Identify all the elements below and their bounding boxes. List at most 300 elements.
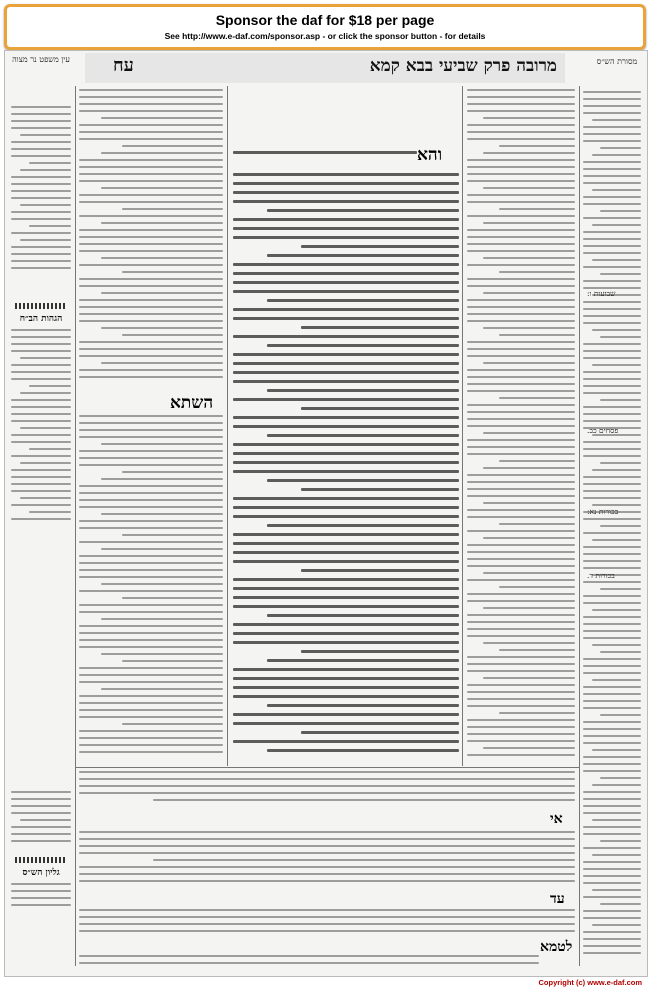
text-line — [101, 583, 223, 585]
text-line — [499, 649, 575, 651]
text-line — [583, 938, 641, 940]
text-line — [101, 187, 223, 189]
text-line — [233, 596, 459, 599]
text-line — [583, 420, 641, 422]
text-line — [301, 650, 459, 653]
gemara-text — [233, 173, 459, 761]
text-line — [20, 169, 71, 171]
text-line — [467, 425, 575, 427]
text-line — [11, 378, 71, 380]
divider-right — [579, 86, 580, 966]
text-line — [583, 728, 641, 730]
text-line — [483, 292, 575, 294]
text-line — [233, 713, 459, 716]
text-line — [233, 533, 459, 536]
text-line — [583, 665, 641, 667]
text-line — [483, 152, 575, 154]
text-line — [79, 778, 575, 780]
text-line — [79, 873, 575, 875]
text-line — [101, 117, 223, 119]
text-line — [11, 455, 71, 457]
text-line — [79, 285, 223, 287]
text-line — [467, 131, 575, 133]
text-line — [79, 866, 575, 868]
text-line — [79, 243, 223, 245]
text-line — [467, 348, 575, 350]
text-line — [233, 461, 459, 464]
text-line — [79, 89, 223, 91]
text-line — [79, 369, 223, 371]
text-line — [233, 182, 459, 185]
text-line — [583, 770, 641, 772]
text-line — [600, 525, 641, 527]
text-line — [233, 551, 459, 554]
text-line — [467, 691, 575, 693]
text-line — [79, 492, 223, 494]
gemara-lead-word: והא — [417, 145, 443, 165]
text-line — [233, 560, 459, 563]
text-line — [101, 548, 223, 550]
text-line — [11, 343, 71, 345]
text-line — [11, 232, 71, 234]
text-line — [79, 436, 223, 438]
text-line — [79, 852, 575, 854]
text-line — [499, 460, 575, 462]
text-line — [79, 681, 223, 683]
text-line — [11, 791, 71, 793]
text-line — [267, 659, 459, 662]
text-line — [267, 479, 459, 482]
text-line — [583, 252, 641, 254]
text-line — [267, 389, 459, 392]
text-line — [122, 334, 223, 336]
text-line — [583, 385, 641, 387]
text-line — [467, 474, 575, 476]
text-line — [499, 208, 575, 210]
text-line — [583, 378, 641, 380]
masoret-hashas-label: מסורת הש״ס — [596, 57, 638, 66]
text-line — [467, 124, 575, 126]
text-line — [11, 469, 71, 471]
text-line — [101, 152, 223, 154]
text-line — [467, 418, 575, 420]
text-line — [583, 693, 641, 695]
text-line — [79, 376, 223, 378]
text-line — [29, 385, 71, 387]
text-line — [467, 509, 575, 511]
text-line — [122, 271, 223, 273]
text-line — [29, 162, 71, 164]
text-line — [467, 110, 575, 112]
text-line — [79, 751, 223, 753]
text-line — [483, 117, 575, 119]
text-line — [267, 434, 459, 437]
text-line — [79, 236, 223, 238]
text-line — [467, 558, 575, 560]
text-line — [122, 597, 223, 599]
text-line — [233, 151, 417, 154]
text-line — [233, 281, 459, 284]
text-line — [600, 651, 641, 653]
text-line — [11, 883, 71, 885]
text-line — [467, 383, 575, 385]
text-line — [583, 490, 641, 492]
text-line — [11, 197, 71, 199]
text-line — [233, 308, 459, 311]
text-line — [583, 595, 641, 597]
text-line — [467, 166, 575, 168]
text-line — [233, 380, 459, 383]
text-line — [20, 392, 71, 394]
text-line — [11, 504, 71, 506]
text-line — [233, 200, 459, 203]
text-line — [592, 154, 641, 156]
text-line — [467, 670, 575, 672]
copyright-notice: Copyright (c) www.e-daf.com — [538, 978, 642, 987]
text-line — [583, 245, 641, 247]
text-line — [11, 413, 71, 415]
text-line — [467, 593, 575, 595]
sponsor-title[interactable]: Sponsor the daf for $18 per page — [215, 12, 435, 28]
text-line — [467, 138, 575, 140]
text-line — [233, 722, 459, 725]
text-line — [583, 735, 641, 737]
text-line — [592, 189, 641, 191]
text-line — [467, 285, 575, 287]
text-line — [122, 145, 223, 147]
text-line — [79, 930, 575, 932]
text-line — [79, 520, 223, 522]
text-line — [233, 695, 459, 698]
right-margin-note: שבועות ו: — [587, 289, 616, 298]
divider-inner-left — [227, 86, 228, 766]
text-line — [499, 523, 575, 525]
text-line — [592, 819, 641, 821]
text-line — [11, 890, 71, 892]
text-line — [233, 686, 459, 689]
text-line — [600, 273, 641, 275]
divider-bottom-block — [75, 767, 579, 768]
text-line — [233, 668, 459, 671]
text-line — [583, 686, 641, 688]
hagahot-column — [11, 329, 71, 529]
sponsor-banner[interactable] — [4, 4, 646, 50]
text-line — [583, 371, 641, 373]
text-line — [467, 355, 575, 357]
text-line — [79, 916, 575, 918]
text-line — [583, 896, 641, 898]
text-line — [583, 266, 641, 268]
text-line — [11, 833, 71, 835]
text-line — [267, 209, 459, 212]
text-line — [467, 719, 575, 721]
text-line — [79, 320, 223, 322]
text-line — [233, 191, 459, 194]
text-line — [301, 407, 459, 410]
text-line — [467, 194, 575, 196]
text-line — [20, 239, 71, 241]
text-line — [467, 551, 575, 553]
text-line — [233, 398, 459, 401]
text-line — [79, 250, 223, 252]
text-line — [583, 448, 641, 450]
text-line — [583, 826, 641, 828]
text-line — [11, 148, 71, 150]
text-line — [79, 625, 223, 627]
text-line — [29, 225, 71, 227]
gemara-first-line — [233, 151, 417, 167]
text-line — [583, 532, 641, 534]
text-line — [583, 112, 641, 114]
bottom-block-1 — [79, 771, 575, 811]
text-line — [79, 604, 223, 606]
text-line — [467, 201, 575, 203]
text-line — [467, 313, 575, 315]
bottom-block-2 — [79, 831, 575, 891]
bottom-block-4 — [79, 955, 539, 973]
text-line — [11, 127, 71, 129]
text-line — [11, 490, 71, 492]
text-line — [483, 467, 575, 469]
text-line — [583, 392, 641, 394]
text-line — [11, 434, 71, 436]
text-line — [101, 292, 223, 294]
text-line — [583, 343, 641, 345]
text-line — [467, 173, 575, 175]
text-line — [583, 756, 641, 758]
text-line — [79, 792, 575, 794]
text-line — [583, 301, 641, 303]
text-line — [583, 140, 641, 142]
lead-word-ei: אי — [550, 811, 563, 827]
text-line — [122, 660, 223, 662]
text-line — [467, 565, 575, 567]
text-line — [583, 910, 641, 912]
text-line — [583, 161, 641, 163]
text-line — [233, 497, 459, 500]
text-line — [79, 229, 223, 231]
text-line — [600, 147, 641, 149]
text-line — [583, 798, 641, 800]
text-line — [233, 515, 459, 518]
text-line — [233, 353, 459, 356]
text-line — [20, 497, 71, 499]
text-line — [11, 518, 71, 520]
text-line — [583, 182, 641, 184]
text-line — [583, 875, 641, 877]
text-line — [79, 611, 223, 613]
text-line — [467, 103, 575, 105]
text-line — [467, 705, 575, 707]
text-line — [79, 348, 223, 350]
text-line — [267, 704, 459, 707]
text-line — [11, 399, 71, 401]
text-line — [79, 96, 223, 98]
text-line — [233, 578, 459, 581]
text-line — [233, 227, 459, 230]
text-line — [583, 315, 641, 317]
text-line — [11, 155, 71, 157]
text-line — [79, 695, 223, 697]
text-line — [583, 658, 641, 660]
text-line — [583, 231, 641, 233]
text-line — [233, 218, 459, 221]
text-line — [79, 962, 539, 964]
text-line — [153, 799, 575, 801]
text-line — [583, 308, 641, 310]
tosafot-column-top — [79, 89, 223, 389]
text-line — [79, 173, 223, 175]
ornament-divider — [15, 303, 67, 309]
text-line — [79, 422, 223, 424]
text-line — [583, 238, 641, 240]
text-line — [79, 880, 575, 882]
text-line — [583, 917, 641, 919]
text-line — [467, 439, 575, 441]
text-line — [583, 847, 641, 849]
text-line — [483, 572, 575, 574]
text-line — [483, 502, 575, 504]
text-line — [583, 133, 641, 135]
text-line — [11, 106, 71, 108]
text-line — [79, 457, 223, 459]
talmud-page — [4, 50, 648, 977]
text-line — [101, 443, 223, 445]
text-line — [583, 497, 641, 499]
text-line — [583, 812, 641, 814]
text-line — [101, 327, 223, 329]
right-margin-note: פסחים כב. — [587, 426, 619, 435]
text-line — [79, 215, 223, 217]
text-line — [583, 560, 641, 562]
text-line — [592, 364, 641, 366]
text-line — [79, 646, 223, 648]
text-line — [467, 726, 575, 728]
text-line — [233, 677, 459, 680]
text-line — [499, 397, 575, 399]
text-line — [79, 299, 223, 301]
text-line — [583, 546, 641, 548]
text-line — [583, 581, 641, 583]
text-line — [467, 320, 575, 322]
text-line — [467, 390, 575, 392]
text-line — [600, 399, 641, 401]
text-line — [301, 569, 459, 572]
text-line — [592, 329, 641, 331]
text-line — [583, 217, 641, 219]
text-line — [467, 229, 575, 231]
text-line — [583, 322, 641, 324]
text-line — [101, 653, 223, 655]
text-line — [600, 840, 641, 842]
right-margin-note: בכורות ד. — [587, 571, 615, 580]
sponsor-subtitle[interactable]: See http://www.e-daf.com/sponsor.asp - or click the sponsor button - for details — [164, 31, 486, 41]
text-line — [79, 278, 223, 280]
text-line — [79, 341, 223, 343]
text-line — [233, 470, 459, 473]
text-line — [11, 113, 71, 115]
text-line — [583, 126, 641, 128]
text-line — [583, 868, 641, 870]
text-line — [233, 290, 459, 293]
text-line — [483, 187, 575, 189]
text-line — [233, 605, 459, 608]
text-line — [11, 798, 71, 800]
text-line — [467, 481, 575, 483]
text-line — [11, 190, 71, 192]
text-line — [301, 245, 459, 248]
text-line — [583, 602, 641, 604]
text-line — [583, 357, 641, 359]
text-line — [583, 406, 641, 408]
text-line — [79, 541, 223, 543]
text-line — [101, 362, 223, 364]
text-line — [20, 427, 71, 429]
text-line — [79, 730, 223, 732]
text-line — [11, 805, 71, 807]
text-line — [11, 329, 71, 331]
text-line — [79, 632, 223, 634]
text-line — [583, 742, 641, 744]
text-line — [467, 159, 575, 161]
text-line — [122, 534, 223, 536]
text-line — [267, 299, 459, 302]
text-line — [600, 903, 641, 905]
text-line — [79, 355, 223, 357]
text-line — [592, 504, 641, 506]
text-line — [467, 621, 575, 623]
text-line — [101, 478, 223, 480]
bottom-block-3 — [79, 909, 575, 943]
text-line — [79, 923, 575, 925]
text-line — [79, 527, 223, 529]
text-line — [483, 327, 575, 329]
text-line — [467, 516, 575, 518]
text-line — [79, 838, 575, 840]
text-line — [467, 369, 575, 371]
text-line — [583, 805, 641, 807]
text-line — [592, 784, 641, 786]
text-line — [11, 176, 71, 178]
text-line — [583, 518, 641, 520]
text-line — [79, 429, 223, 431]
lead-word-litamei: לטמא — [540, 939, 573, 955]
text-line — [583, 441, 641, 443]
right-margin-column — [583, 91, 641, 961]
text-line — [233, 272, 459, 275]
text-line — [11, 364, 71, 366]
text-line — [20, 204, 71, 206]
text-line — [20, 357, 71, 359]
text-line — [467, 488, 575, 490]
tosafot-column-bottom — [79, 415, 223, 761]
text-line — [483, 432, 575, 434]
text-line — [11, 267, 71, 269]
text-line — [483, 257, 575, 259]
text-line — [467, 544, 575, 546]
text-line — [301, 488, 459, 491]
text-line — [267, 749, 459, 752]
text-line — [11, 441, 71, 443]
text-line — [233, 371, 459, 374]
text-line — [79, 831, 575, 833]
text-line — [233, 641, 459, 644]
text-line — [101, 222, 223, 224]
text-line — [592, 749, 641, 751]
text-line — [583, 567, 641, 569]
text-line — [11, 371, 71, 373]
text-line — [583, 952, 641, 954]
